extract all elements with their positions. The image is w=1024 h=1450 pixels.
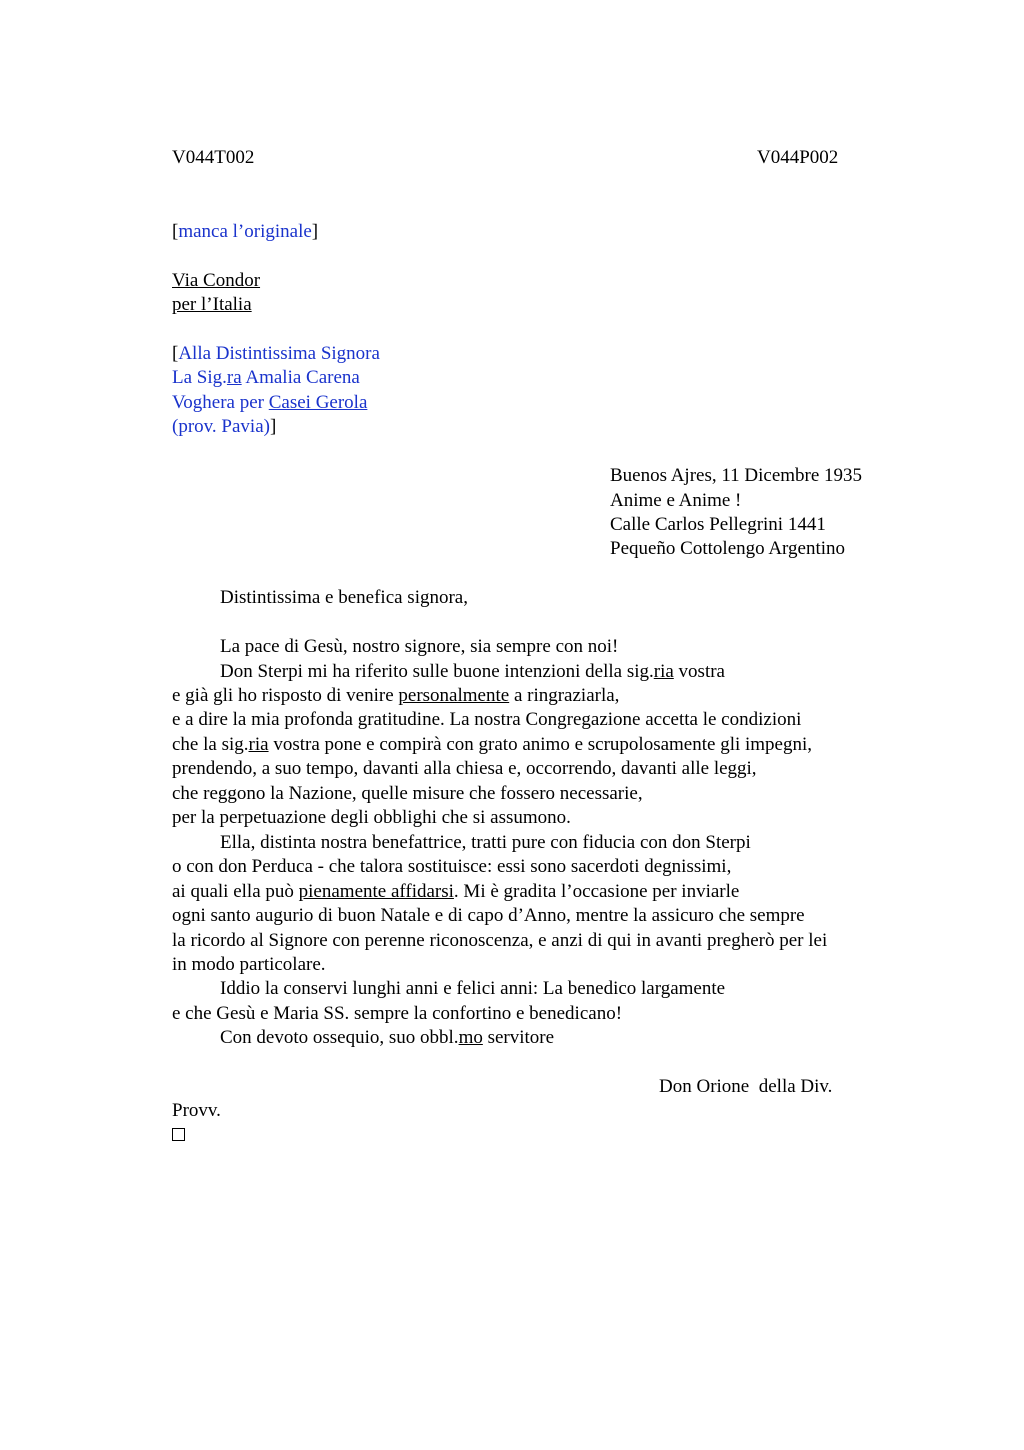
routing-line-1: Via Condor [172,270,261,291]
body-text: vostra [673,661,725,682]
body-line-14: in modo particolare. [172,954,326,975]
addressee-title: Alla Distintissima Signora [178,343,380,364]
dateline-institution: Pequeño Cottolengo Argentino [610,538,846,559]
addressee-name-prefix: La Sig. [172,367,227,388]
body-line-9: Ella, distinta nostra benefattrice, tratti pure con fiducia con don Sterpi [220,832,751,853]
body-underlined: pienamente affidarsi [298,881,454,902]
body-line-16: e che Gesù e Maria SS. sempre la confortino e benedicano! [172,1003,623,1024]
body-line-13: la ricordo al Signore con perenne riconoscenza, e anzi di qui in avanti pregherò per lei [172,930,828,951]
salutation: Distintissima e benefica signora, [220,587,468,608]
addressee-city: Voghera per [172,392,269,413]
body-text: Con devoto ossequio, suo obbl. [220,1027,459,1048]
body-underlined: personalmente [398,685,510,706]
addressee-open-bracket: [ [172,343,179,364]
body-line-8: per la perpetuazione degli obblighi che si assumono. [172,807,571,828]
addressee-province: (prov. Pavia) [172,416,270,437]
body-text: e già gli ho risposto di venire [172,685,399,706]
body-abbrev: mo [458,1027,483,1048]
body-text: servitore [482,1027,555,1048]
body-line-17 [220,1026,554,1050]
body-text: . Mi è gradita l’occasione per inviarle [453,881,740,902]
signature-line-2: Provv. [172,1100,221,1121]
body-abbrev: ria [248,734,269,755]
body-abbrev: ria [653,661,674,682]
body-text: a ringraziarla, [509,685,620,706]
note-close-bracket: ] [311,221,319,242]
dateline-street: Calle Carlos Pellegrini 1441 [610,514,826,535]
body-line-5 [172,733,812,757]
header-left-code: V044T002 [172,147,255,168]
body-line-3 [172,684,619,708]
body-text: che la sig. [172,734,249,755]
addressee-name-abbrev: ra [226,367,242,388]
addressee-line-2 [172,366,360,390]
signature-line-1: Don Orione della Div. [659,1076,833,1097]
body-line-12: ogni santo augurio di buon Natale e di capo d’Anno, mentre la assicuro che sempre [172,905,805,926]
addressee-name: Amalia Carena [241,367,360,388]
header-right-code: V044P002 [757,147,839,168]
note-open-bracket: [ [172,221,179,242]
body-line-1: La pace di Gesù, nostro signore, sia sempre con noi! [220,636,619,657]
addressee-locality: Casei Gerola [268,392,368,413]
body-line-11 [172,880,739,904]
missing-original-note [172,220,318,244]
body-text: ai quali ella può [172,881,299,902]
addressee-line-1 [172,342,380,366]
body-line-4: e a dire la mia profonda gratitudine. La nostra Congregazione accetta le condizioni [172,709,802,730]
dateline-place-date: Buenos Ajres, 11 Dicembre 1935 [610,465,863,486]
addressee-line-3 [172,391,367,415]
body-line-2 [220,660,725,684]
dateline-motto: Anime e Anime ! [610,490,742,511]
body-text: Don Sterpi mi ha riferito sulle buone intenzioni della sig. [220,661,654,682]
body-text: vostra pone e compirà con grato animo e scrupolosamente gli impegni, [268,734,813,755]
addressee-close-bracket: ] [269,416,277,437]
body-line-6: prendendo, a suo tempo, davanti alla chiesa e, occorrendo, davanti alle leggi, [172,758,757,779]
body-line-10: o con don Perduca - che talora sostituisce: essi sono sacerdoti degnissimi, [172,856,732,877]
addressee-line-4 [172,415,276,439]
routing-line-2: per l’Italia [172,294,252,315]
empty-square-icon [172,1128,185,1141]
body-line-7: che reggono la Nazione, quelle misure che fossero necessarie, [172,783,643,804]
note-text: manca l’originale [178,221,312,242]
body-line-15: Iddio la conservi lunghi anni e felici anni: La benedico largamente [220,978,726,999]
